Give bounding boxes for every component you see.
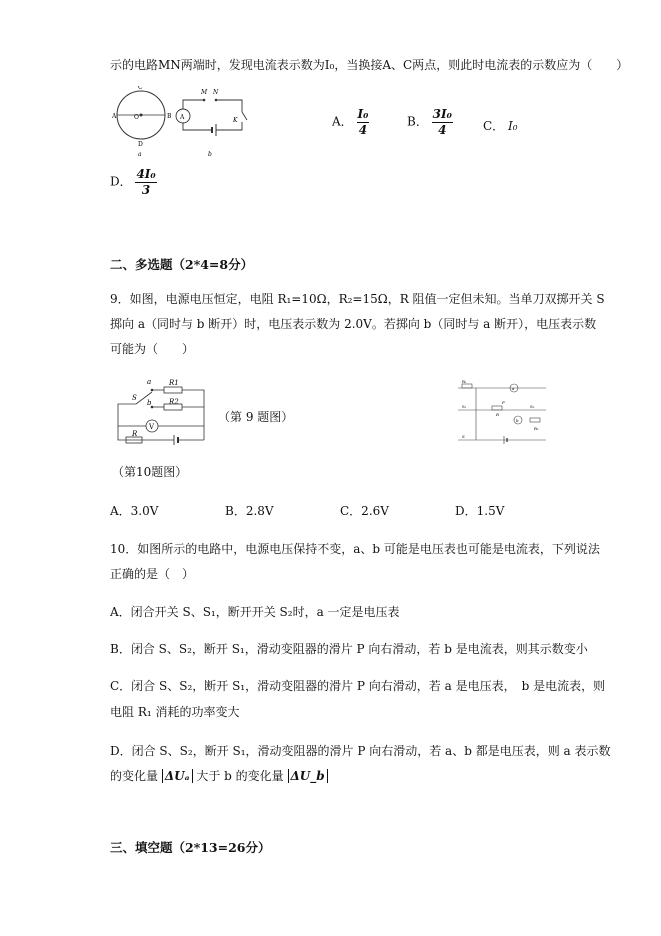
label-R2: R₂ (534, 426, 539, 431)
label-V: V (149, 423, 155, 431)
q9-line-2: 掷向 a（同时与 b 断开）时，电压表示数为 2.0V。若掷向 b（同时与 a 断开），电压表示数 (110, 317, 597, 331)
label-R2: R2 (169, 398, 179, 406)
fraction (135, 168, 156, 196)
q9-option-c: C．2.6V (340, 504, 389, 518)
section-title-fill-in: 三、填空题（2*13=26分） (110, 840, 271, 855)
label-O: O (134, 114, 139, 121)
delta-ua: ΔUₐ (162, 769, 193, 783)
fraction (432, 108, 453, 136)
label-a: a (138, 151, 142, 158)
denominator: 4 (438, 122, 447, 137)
delta-ub: ΔU_b (288, 769, 328, 783)
numerator: I₀ (357, 107, 369, 121)
option-letter: C． (483, 119, 505, 133)
option-letter: A． (332, 114, 353, 129)
q10-figure-caption: （第10题图） (112, 465, 188, 479)
denominator: 3 (141, 182, 151, 197)
label-a: a (147, 378, 152, 386)
label-b: b (516, 418, 519, 423)
label-R1: R₁ (462, 379, 467, 384)
q8-option-d (110, 168, 157, 196)
section-title-multiple-choice: 二、多选题（2*4=8分） (110, 257, 254, 272)
q10-line-1: 10．如图所示的电路中，电源电压保持不变，a、b 可能是电压表也可能是电流表，下列说法 (110, 542, 600, 556)
q8-option-c (483, 117, 518, 134)
label-b: b (147, 399, 152, 407)
label-S2: S₂ (530, 404, 535, 409)
label-M: M (201, 89, 208, 96)
q10-option-b: B．闭合 S、S₂，断开 S₁，滑动变阻器的滑片 P 向右滑动，若 b 是电流表，则其示数变小 (110, 642, 588, 656)
label-B: B (167, 113, 172, 120)
q10-option-a: A．闭合开关 S、S₁，断开开关 S₂时，a 一定是电压表 (110, 605, 400, 619)
q9-line-3: 可能为（ ） (110, 342, 195, 356)
label-D: D (138, 141, 143, 148)
numerator: 4I₀ (136, 167, 156, 181)
q9-figure-caption: （第 9 题图） (218, 410, 294, 424)
label-N: N (213, 89, 219, 96)
fraction (357, 108, 370, 136)
q10-circuit-figure (458, 378, 548, 450)
q9-option-d: D．1.5V (455, 504, 505, 518)
option-letter: D． (110, 174, 132, 189)
q10-line-2: 正确的是（ ） (110, 567, 195, 581)
q10-option-d-line-2 (110, 767, 328, 784)
q8-option-a (332, 108, 369, 136)
option-letter: B． (407, 114, 428, 129)
q10-option-d-line-1: D．闭合 S、S₂，断开 S₁，滑动变阻器的滑片 P 向右滑动，若 a、b 都是电压表，则 a 表示数 (110, 744, 611, 758)
label-R: R (132, 430, 138, 438)
q9-circuit-figure (112, 374, 212, 449)
numerator: 3I₀ (432, 107, 452, 121)
label-C: C (138, 86, 143, 91)
q9-option-a: A．3.0V (110, 504, 159, 518)
label-P: P (502, 400, 505, 405)
q9-option-b: B．2.8V (225, 504, 274, 518)
label-b: b (208, 151, 212, 158)
option-d-text-mid: 大于 b 的变化量 (196, 769, 284, 783)
q8-option-b (407, 108, 453, 136)
label-S1: S₁ (462, 404, 467, 409)
denominator: 4 (358, 122, 368, 137)
option-text: I₀ (508, 119, 518, 133)
q8-circuit-figure (112, 86, 252, 158)
label-a: a (512, 386, 515, 391)
label-S: S (132, 394, 137, 402)
label-A: A (112, 113, 117, 120)
q10-option-c-line-1: C．闭合 S、S₂，断开 S₁，滑动变阻器的滑片 P 向右滑动，若 a 是电压表， b 是电流表，则 (110, 679, 606, 693)
label-R1: R1 (169, 379, 179, 387)
q9-line-1: 9．如图，电源电压恒定，电阻 R₁=10Ω，R₂=15Ω，R 阻值一定但未知。当单刀双掷开关 S (110, 292, 605, 306)
q8-stem: 示的电路MN两端时，发现电流表示数为I₀，当换接A、C两点，则此时电流表的示数应为（ ） (110, 58, 629, 72)
option-d-text-pre: 的变化量 (110, 769, 159, 783)
label-S: S (462, 434, 465, 439)
label-R: R (496, 412, 500, 417)
q10-option-c-line-2: 电阻 R₁ 消耗的功率变大 (110, 705, 240, 719)
ammeter-label: A (180, 114, 185, 121)
label-K: K (233, 117, 238, 124)
